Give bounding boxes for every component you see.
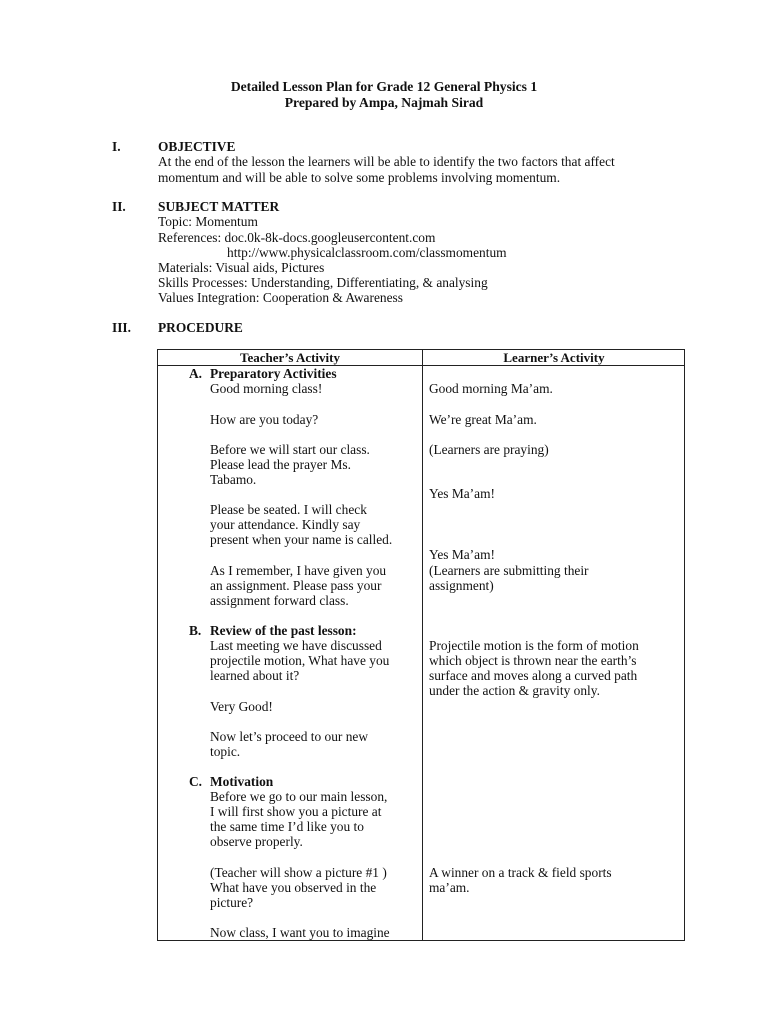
table-column-divider [422,350,423,940]
subject-materials: Materials: Visual aids, Pictures [158,260,325,275]
section-heading-objective: OBJECTIVE [158,139,236,154]
subject-reference-link: http://www.physicalclassroom.com/classmomentum [227,245,507,260]
column-header-teacher: Teacher’s Activity [239,350,340,365]
teacher-line: I will first show you a picture at [210,804,382,819]
section-title-review: Review of the past lesson: [210,623,357,638]
teacher-line: Before we go to our main lesson, [210,789,388,804]
learner-line: Projectile motion is the form of motion [429,638,639,653]
teacher-line: How are you today? [210,412,319,427]
teacher-line: topic. [210,744,241,759]
teacher-line: Now let’s proceed to our new [210,729,369,744]
teacher-line: Please be seated. I will check [210,502,367,517]
teacher-line: Very Good! [210,699,273,714]
objective-line: momentum and will be able to solve some problems involving momentum. [158,170,561,185]
teacher-line: As I remember, I have given you [210,563,387,578]
subject-topic: Topic: Momentum [158,214,258,229]
learner-line: which object is thrown near the earth’s [429,653,637,668]
teacher-line: Please lead the prayer Ms. [210,457,351,472]
section-title-preparatory: Preparatory Activities [210,366,337,381]
teacher-line: your attendance. Kindly say [210,517,361,532]
section-number-procedure: III. [112,320,131,335]
learner-line: (Learners are praying) [429,442,549,457]
document-title: Detailed Lesson Plan for Grade 12 General Physics 1 [230,79,538,94]
section-label-c: C. [189,774,203,789]
section-label-b: B. [189,623,202,638]
learner-line: A winner on a track & field sports [429,865,612,880]
teacher-line: Before we will start our class. [210,442,370,457]
teacher-line: (Teacher will show a picture #1 ) [210,865,387,880]
teacher-line: projectile motion, What have you [210,653,390,668]
subject-skills: Skills Processes: Understanding, Differentiating, & analysing [158,275,488,290]
teacher-line: Last meeting we have discussed [210,638,382,653]
section-label-a: A. [189,366,203,381]
subject-references: References: doc.0k-8k-docs.googleusercontent.com [158,230,436,245]
activity-table [157,349,685,941]
section-title-motivation: Motivation [210,774,274,789]
learner-line: Good morning Ma’am. [429,381,553,396]
teacher-line: assignment forward class. [210,593,349,608]
section-number-objective: I. [112,139,121,154]
teacher-line: picture? [210,895,254,910]
teacher-line: learned about it? [210,668,300,683]
subject-values: Values Integration: Cooperation & Awareness [158,290,403,305]
teacher-line: present when your name is called. [210,532,393,547]
teacher-line: observe properly. [210,834,303,849]
learner-line: Yes Ma’am! [429,486,495,501]
document-author: Prepared by Ampa, Najmah Sirad [284,95,484,110]
teacher-line: an assignment. Please pass your [210,578,382,593]
learner-line: ma’am. [429,880,470,895]
learner-line: surface and moves along a curved path [429,668,638,683]
teacher-line: What have you observed in the [210,880,377,895]
teacher-line: the same time I’d like you to [210,819,364,834]
teacher-line: Good morning class! [210,381,323,396]
teacher-line: Now class, I want you to imagine [210,925,390,940]
learner-line: We’re great Ma’am. [429,412,537,427]
teacher-line: Tabamo. [210,472,257,487]
column-header-learner: Learner’s Activity [503,350,605,365]
section-heading-procedure: PROCEDURE [158,320,243,335]
learner-line: under the action & gravity only. [429,683,600,698]
learner-line: Yes Ma’am! [429,547,495,562]
objective-line: At the end of the lesson the learners will be able to identify the two factors that affect [158,154,615,169]
learner-line: assignment) [429,578,494,593]
section-heading-subject: SUBJECT MATTER [158,199,280,214]
section-number-subject: II. [112,199,126,214]
learner-line: (Learners are submitting their [429,563,589,578]
